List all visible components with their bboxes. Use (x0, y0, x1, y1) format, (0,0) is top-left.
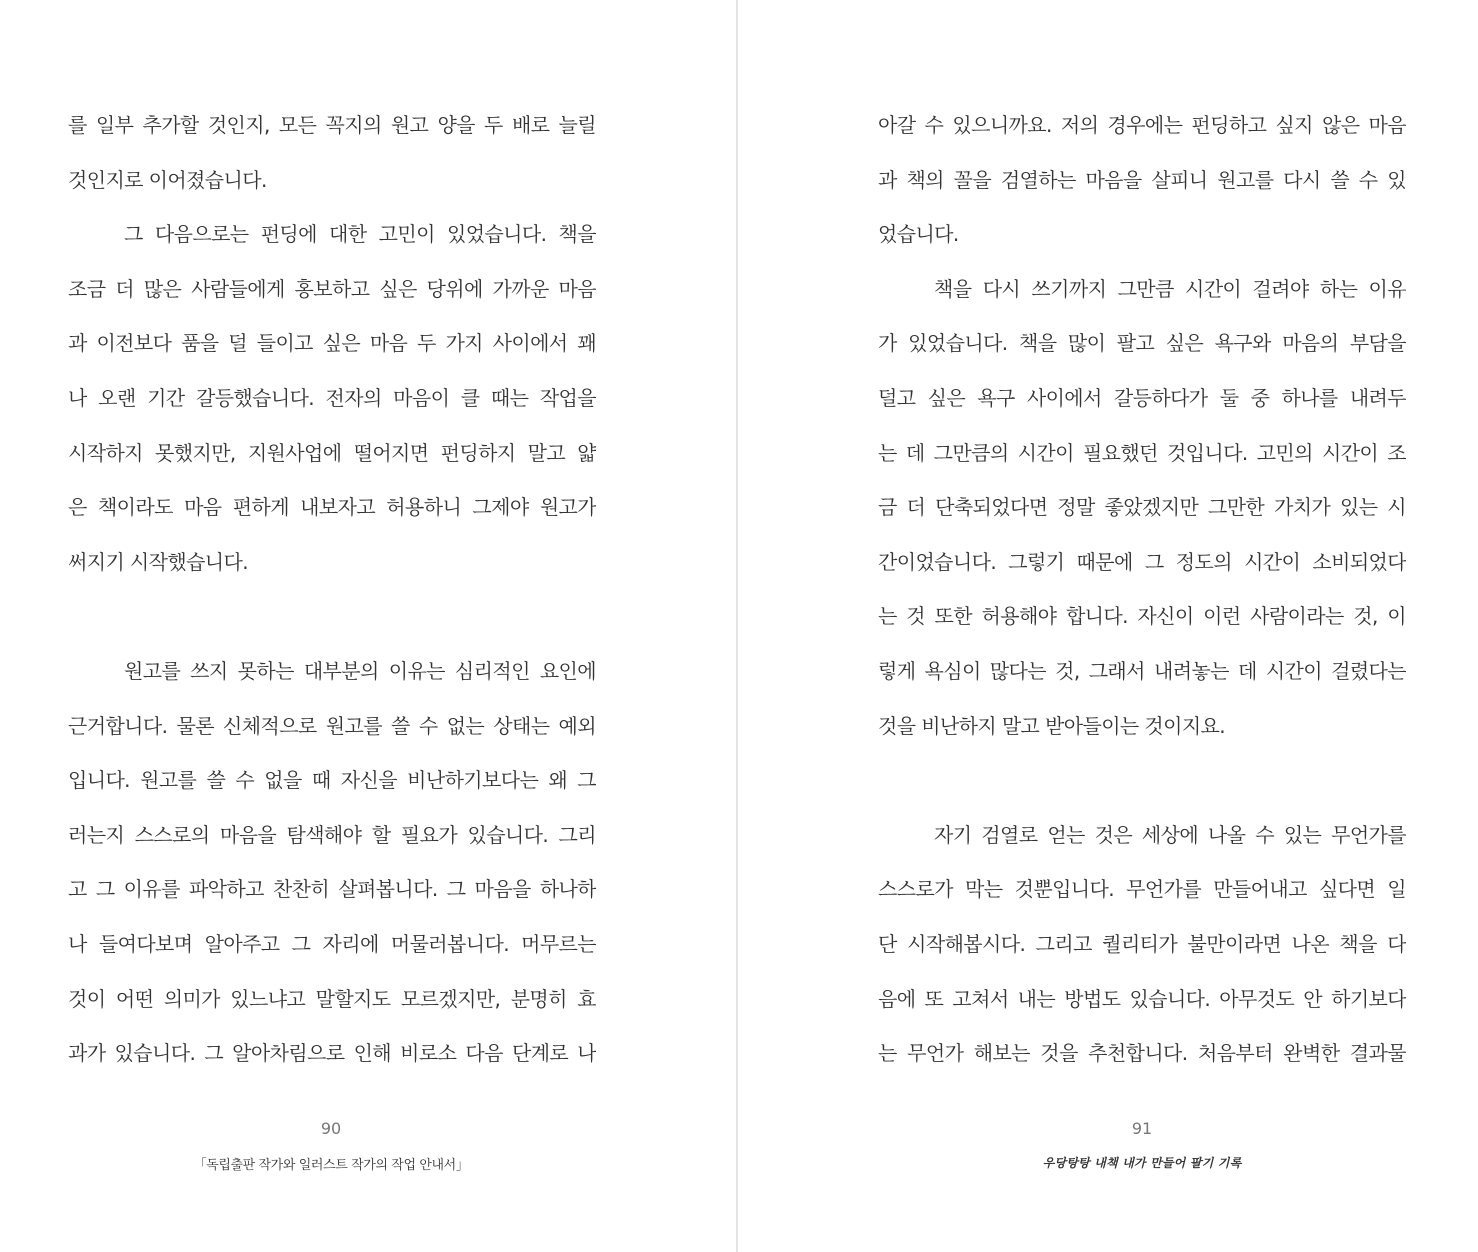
text-line: 간이었습니다. 그렇기 때문에 그 정도의 시간이 소비되었다 (878, 549, 1406, 574)
text-line: 러는지 스스로의 마음을 탐색해야 할 필요가 있습니다. 그리 (68, 822, 596, 847)
text-line: 은 책이라도 마음 편하게 내보자고 허용하니 그제야 원고가 (68, 495, 596, 520)
text-line: 근거합니다. 물론 신체적으로 원고를 쓸 수 없는 상태는 예외 (68, 713, 596, 738)
text-line: 과 책의 꼴을 검열하는 마음을 살피니 원고를 다시 쓸 수 있 (878, 167, 1406, 192)
text-line: 조금 더 많은 사람들에게 홍보하고 싶은 당위에 가까운 마음 (68, 276, 596, 301)
text-line (878, 753, 1406, 808)
right-page-body (878, 98, 1406, 1081)
text-line: 나 오랜 기간 갈등했습니다. 전자의 마음이 클 때는 작업을 (68, 385, 596, 410)
text-line: 는 무언가 해보는 것을 추천합니다. 처음부터 완벽한 결과물 (878, 1041, 1406, 1066)
left-running-title: 「독립출판 작가와 일러스트 작가의 작업 안내서」 (193, 1158, 469, 1173)
text-line: 스스로가 막는 것뿐입니다. 무언가를 만들어내고 싶다면 일 (878, 877, 1406, 902)
right-page-number: 91 (1131, 1119, 1153, 1138)
text-line: 음에 또 고쳐서 내는 방법도 있습니다. 아무것도 안 하기보다 (878, 986, 1406, 1011)
text-line: 과가 있습니다. 그 알아차림으로 인해 비로소 다음 단계로 나 (68, 1041, 596, 1066)
text-line: 나 들여다보며 알아주고 그 자리에 머물러봅니다. 머무르는 (68, 931, 596, 956)
text-line: 었습니다. (878, 222, 959, 247)
left-page-body (68, 98, 596, 1081)
text-line: 자기 검열로 얻는 것은 세상에 나올 수 있는 무언가를 (934, 822, 1406, 847)
text-line: 입니다. 원고를 쓸 수 없을 때 자신을 비난하기보다는 왜 그 (68, 768, 596, 793)
right-running-title: 우당탕탕 내책 내가 만들어 팔기 기록 (1042, 1156, 1242, 1170)
text-line: 써지기 시작했습니다. (68, 549, 248, 574)
text-line: 가 있었습니다. 책을 많이 팔고 싶은 욕구와 마음의 부담을 (878, 331, 1406, 356)
text-line: 과 이전보다 품을 덜 들이고 싶은 마음 두 가지 사이에서 꽤 (68, 331, 596, 356)
text-line: 는 것 또한 허용해야 합니다. 자신이 이런 사람이라는 것, 이 (878, 604, 1406, 629)
text-line: 는 데 그만큼의 시간이 필요했던 것입니다. 고민의 시간이 조 (878, 440, 1406, 465)
left-page-number: 90 (320, 1119, 342, 1138)
text-line: 아갈 수 있으니까요. 저의 경우에는 펀딩하고 싶지 않은 마음 (878, 113, 1406, 137)
text-line (68, 589, 596, 644)
text-line: 덜고 싶은 욕구 사이에서 갈등하다가 둘 중 하나를 내려두 (878, 385, 1406, 410)
text-line: 책을 다시 쓰기까지 그만큼 시간이 걸려야 하는 이유 (934, 276, 1406, 301)
text-line: 그 다음으로는 펀딩에 대한 고민이 있었습니다. 책을 (124, 222, 596, 247)
text-line: 것이 어떤 의미가 있느냐고 말할지도 모르겠지만, 분명히 효 (68, 986, 596, 1011)
text-line: 것인지로 이어졌습니다. (68, 167, 267, 192)
text-line: 단 시작해봅시다. 그리고 퀄리티가 불만이라면 나온 책을 다 (878, 931, 1406, 956)
left-page (0, 0, 736, 1252)
text-line: 를 일부 추가할 것인지, 모든 꼭지의 원고 양을 두 배로 늘릴 (68, 113, 596, 137)
text-line: 것을 비난하지 말고 받아들이는 것이지요. (878, 713, 1226, 738)
text-line: 원고를 쓰지 못하는 대부분의 이유는 심리적인 요인에 (124, 658, 596, 683)
text-line: 금 더 단축되었다면 정말 좋았겠지만 그만한 가치가 있는 시 (878, 495, 1406, 520)
text-line: 렇게 욕심이 많다는 것, 그래서 내려놓는 데 시간이 걸렸다는 (878, 658, 1406, 683)
text-line: 시작하지 못했지만, 지원사업에 떨어지면 펀딩하지 말고 얇 (68, 440, 596, 465)
text-line: 고 그 이유를 파악하고 찬찬히 살펴봅니다. 그 마음을 하나하 (68, 877, 596, 902)
right-page (738, 0, 1478, 1252)
